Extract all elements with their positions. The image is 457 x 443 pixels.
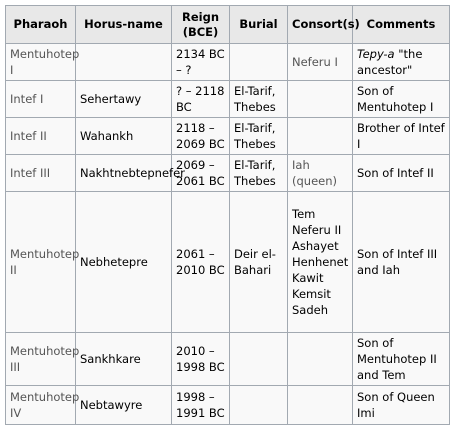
cell-reign	[172, 155, 230, 192]
cell-line: Intef II	[10, 129, 47, 143]
cell-horus-name: Nebhetepre	[76, 192, 172, 333]
cell-line: Neferu I	[292, 55, 338, 69]
table-row	[6, 81, 450, 118]
cell-consorts	[288, 118, 353, 155]
cell-pharaoh	[6, 118, 76, 155]
cell-line: El-Tarif,	[234, 84, 276, 98]
cell-line: and Tem	[357, 368, 406, 382]
cell-line: Son of	[357, 336, 394, 350]
cell-line: Ashayet	[292, 239, 339, 253]
cell-line: (queen)	[292, 174, 338, 188]
cell-line: Mentuhotep	[10, 247, 80, 261]
cell-consorts	[288, 81, 353, 118]
cell-burial	[230, 192, 288, 333]
cell-burial	[230, 44, 288, 81]
cell-line: Thebes	[234, 174, 276, 188]
cell-line: Henhenet	[292, 255, 349, 269]
cell-line: Intef III	[10, 166, 51, 180]
cell-pharaoh	[6, 81, 76, 118]
cell-line: 2069 BC	[176, 137, 225, 151]
table-row	[6, 155, 450, 192]
cell-horus-name	[76, 44, 172, 81]
cell-line: Intef I	[10, 92, 44, 106]
cell-line: 1998 BC	[176, 360, 225, 374]
table-row	[6, 333, 450, 386]
cell-pharaoh	[6, 192, 80, 333]
cell-burial	[230, 386, 288, 425]
cell-consorts	[288, 333, 353, 386]
header-reign[interactable]	[172, 6, 230, 44]
cell-horus-name: Nebtawyre	[76, 386, 172, 425]
cell-line: I	[357, 137, 361, 151]
cell-line: II	[10, 263, 17, 277]
cell-line: 2010 –	[176, 344, 215, 358]
cell-line: 1998 –	[176, 390, 215, 404]
cell-reign	[172, 386, 230, 425]
cell-line: III	[10, 360, 21, 374]
cell-line: Mentuhotep I	[357, 100, 434, 114]
cell-horus-name: Nakhtnebtepnefer	[76, 155, 172, 192]
cell-pharaoh	[6, 155, 76, 192]
header-row	[6, 6, 450, 44]
cell-line: Kemsit	[292, 287, 331, 301]
cell-line: I	[10, 63, 14, 77]
table-row	[6, 118, 450, 155]
cell-line: 2010 BC	[176, 263, 225, 277]
cell-line: IV	[10, 406, 22, 420]
cell-line: Tem	[292, 207, 316, 221]
cell-line: 2061 –	[176, 247, 215, 261]
cell-line: Imi	[357, 406, 375, 420]
cell-comment-italic: Tepy-a	[357, 47, 395, 61]
cell-line: 2134 BC	[176, 47, 225, 61]
cell-line: ? – 2118	[176, 84, 225, 98]
cell-horus-name: Sankhkare	[76, 333, 172, 386]
cell-pharaoh	[6, 44, 80, 81]
header-pharaoh[interactable]: Pharaoh	[6, 6, 76, 44]
cell-burial	[230, 118, 288, 155]
header-horus-name[interactable]: Horus-name	[76, 6, 172, 44]
cell-comment-rest: "the ancestor"	[357, 47, 423, 77]
cell-line: Deir el-	[234, 247, 276, 261]
cell-line: Neferu II	[292, 223, 342, 237]
header-consorts[interactable]: Consort(s)	[288, 6, 353, 44]
cell-line: Thebes	[234, 100, 276, 114]
cell-reign	[172, 333, 230, 386]
cell-burial	[230, 333, 288, 386]
cell-line: Iah	[292, 158, 310, 172]
header-burial[interactable]: Burial	[230, 6, 288, 44]
cell-line: Mentuhotep	[10, 390, 80, 404]
header-reign-line: Reign	[181, 9, 219, 24]
cell-consorts	[288, 386, 353, 425]
cell-line: BC	[176, 100, 192, 114]
cell-line: Son of Intef III	[357, 247, 438, 261]
cell-line: Son of	[357, 84, 394, 98]
cell-line: Mentuhotep	[10, 47, 80, 61]
cell-line: 2118 –	[176, 121, 215, 135]
cell-line: 2069 –	[176, 158, 215, 172]
cell-comments	[353, 81, 450, 118]
table-row	[6, 44, 450, 81]
cell-line: – ?	[176, 63, 192, 77]
cell-reign	[172, 44, 230, 81]
cell-comments	[353, 118, 450, 155]
cell-line: Sadeh	[292, 303, 329, 317]
cell-consorts	[288, 192, 353, 333]
cell-comments	[353, 155, 450, 192]
cell-burial	[230, 81, 288, 118]
cell-comments	[353, 192, 450, 333]
cell-horus-name: Wahankh	[76, 118, 172, 155]
cell-pharaoh	[6, 386, 80, 425]
cell-pharaoh	[6, 333, 80, 386]
table-row	[6, 192, 450, 333]
cell-comments	[353, 386, 450, 425]
cell-line: El-Tarif,	[234, 158, 276, 172]
cell-burial	[230, 155, 288, 192]
table-row	[6, 386, 450, 425]
cell-line: Mentuhotep II	[357, 352, 437, 366]
cell-comments	[353, 333, 450, 386]
header-comments[interactable]: Comments	[353, 6, 450, 44]
cell-reign	[172, 192, 230, 333]
cell-line: Mentuhotep	[10, 344, 80, 358]
cell-line: Bahari	[234, 263, 272, 277]
pharaohs-table	[5, 5, 450, 425]
cell-line: El-Tarif,	[234, 121, 276, 135]
cell-line: and Iah	[357, 263, 401, 277]
cell-comments	[353, 44, 450, 81]
cell-line: 1991 BC	[176, 406, 225, 420]
cell-reign	[172, 81, 230, 118]
cell-line: Kawit	[292, 271, 324, 285]
cell-horus-name: Sehertawy	[76, 81, 172, 118]
cell-line: Thebes	[234, 137, 276, 151]
cell-line: Son of Intef II	[357, 166, 434, 180]
cell-line: Brother of Intef	[357, 121, 445, 135]
cell-line: Son of Queen	[357, 390, 435, 404]
cell-reign	[172, 118, 230, 155]
cell-line: 2061 BC	[176, 174, 225, 188]
header-reign-unit: (BCE)	[182, 24, 219, 39]
cell-consorts	[288, 44, 353, 81]
cell-consorts	[288, 155, 353, 192]
